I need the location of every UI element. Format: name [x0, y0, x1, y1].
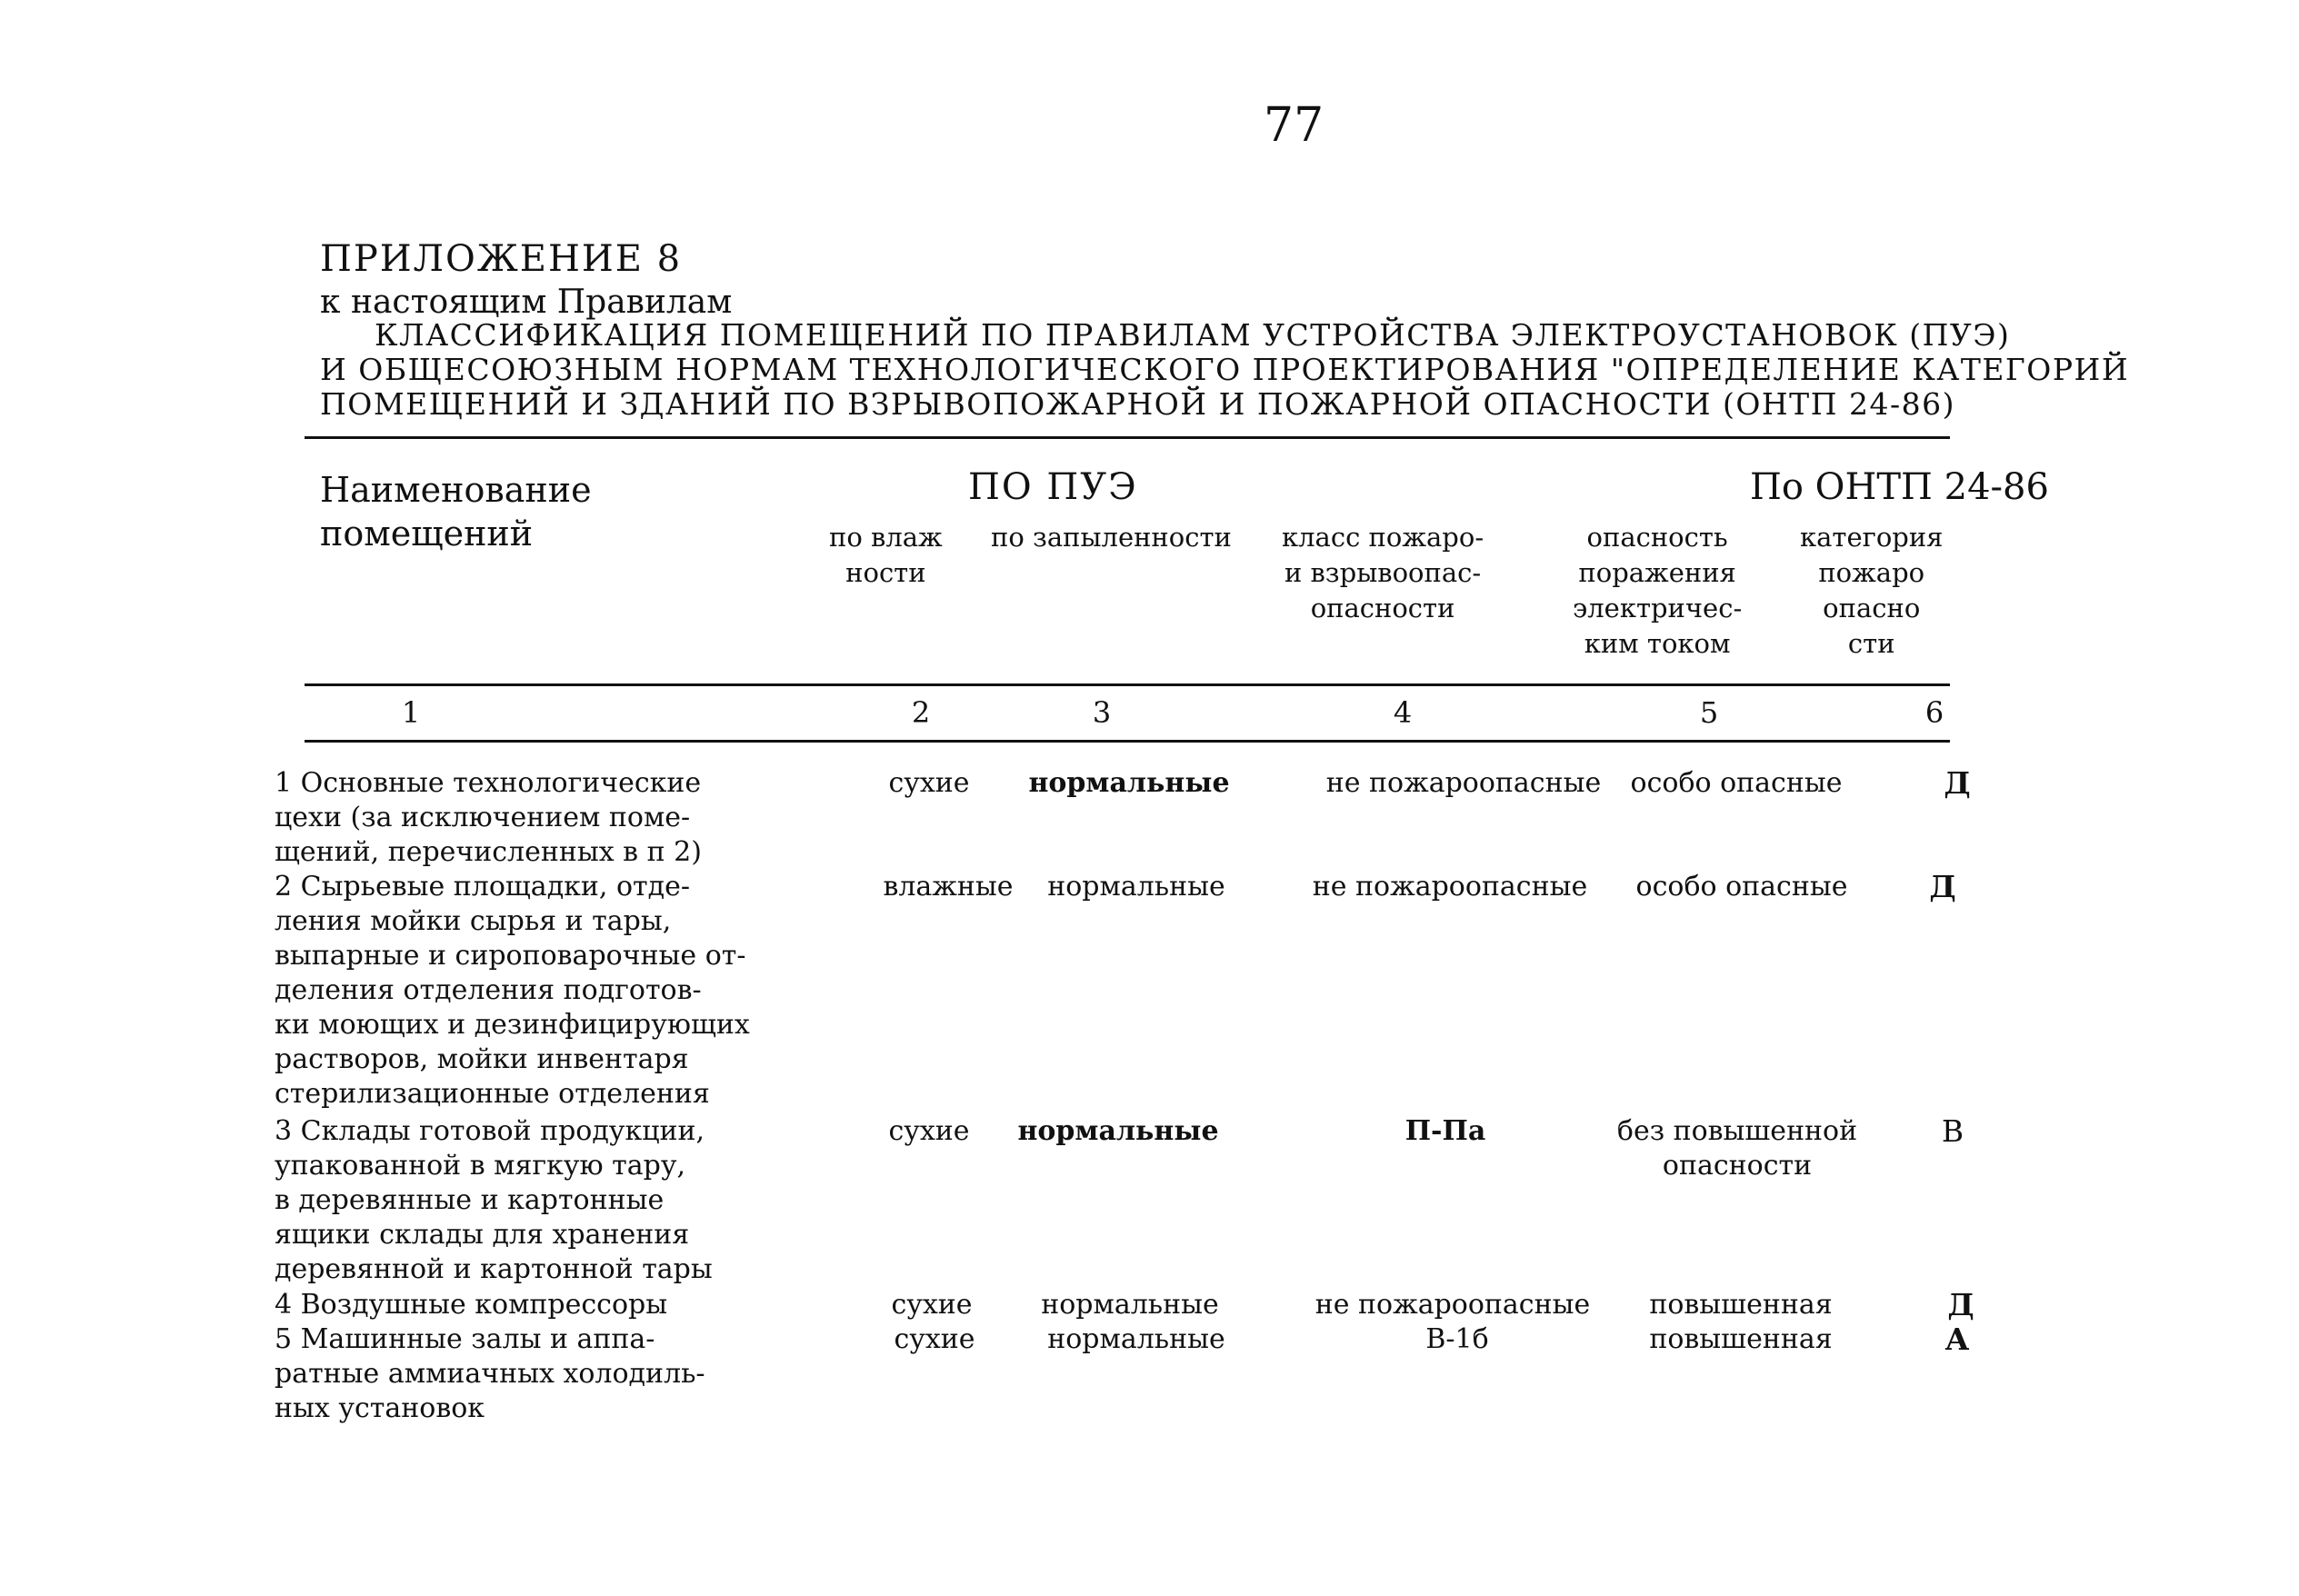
- page-number: 77: [1264, 98, 1324, 153]
- column-number: 2: [911, 695, 931, 730]
- room-name: 5 Машинные залы и аппа- ратные аммиачных холодиль- ных установок: [275, 1323, 705, 1424]
- room-name: 4 Воздушные компрессоры: [275, 1289, 668, 1321]
- header-ontp-group: По ОНТП 24-86: [1750, 466, 2049, 508]
- dust-value: нормальные: [1047, 1323, 1225, 1355]
- shock-value: без повышенной опасности: [1616, 1115, 1858, 1182]
- humidity-value: сухие: [891, 1289, 973, 1321]
- shock-value: повышенная: [1649, 1289, 1833, 1321]
- heading-line: КЛАССИФИКАЦИЯ ПОМЕЩЕНИЙ ПО ПРАВИЛАМ УСТРОЙСТВА ЭЛЕКТРОУСТАНОВОК (ПУЭ): [375, 317, 2011, 353]
- humidity-value: сухие: [894, 1323, 975, 1355]
- category-value: Д: [1929, 869, 1956, 904]
- dust-value: нормальные: [1028, 767, 1230, 799]
- header-fire-class: класс пожаро- и взрывоопас- опасности: [1282, 522, 1484, 623]
- table-top-rule: [305, 436, 1950, 439]
- header-bottom-rule: [305, 683, 1950, 686]
- dust-value: нормальные: [1017, 1115, 1219, 1147]
- category-value: Д: [1947, 1287, 1974, 1322]
- header-fire-category: категория пожаро опасно сти: [1800, 522, 1944, 659]
- fire-class-value: не пожароопасные: [1312, 871, 1588, 903]
- humidity-value: сухие: [888, 1115, 970, 1147]
- column-number: 6: [1924, 695, 1944, 730]
- humidity-value: влажные: [883, 871, 1014, 903]
- column-number: 1: [401, 695, 421, 730]
- appendix-subtitle: к настоящим Правилам: [320, 284, 733, 321]
- shock-value: особо опасные: [1630, 767, 1843, 799]
- shock-value: особо опасные: [1635, 871, 1848, 903]
- header-humidity: по влаж ности: [829, 522, 943, 588]
- heading-line: ПОМЕЩЕНИЙ И ЗДАНИЙ ПО ВЗРЫВОПОЖАРНОЙ И ПОЖАРНОЙ ОПАСНОСТИ (ОНТП 24-86): [320, 386, 1955, 422]
- fire-class-value: не пожароопасные: [1314, 1289, 1591, 1321]
- appendix-title: ПРИЛОЖЕНИЕ 8: [320, 238, 683, 280]
- shock-value: повышенная: [1649, 1323, 1833, 1355]
- room-name: 1 Основные технологические цехи (за исключением поме- щений, перечисленных в п 2): [275, 767, 702, 868]
- header-shock-danger: опасность поражения электричес- ким током: [1573, 522, 1743, 659]
- fire-class-value: В-1б: [1425, 1323, 1489, 1355]
- numbers-bottom-rule: [305, 740, 1950, 743]
- column-number: 3: [1092, 695, 1112, 730]
- heading-line: И ОБЩЕСОЮЗНЫМ НОРМАМ ТЕХНОЛОГИЧЕСКОГО ПРОЕКТИРОВАНИЯ "ОПРЕДЕЛЕНИЕ КАТЕГОРИЙ: [320, 352, 2130, 387]
- category-value: Д: [1944, 765, 1971, 801]
- header-dust: по запыленности: [991, 522, 1232, 553]
- header-pue-group: ПО ПУЭ: [968, 466, 1138, 508]
- dust-value: нормальные: [1041, 1289, 1219, 1321]
- document-heading: [320, 318, 2129, 422]
- header-room-name: Наименование помещений: [320, 470, 592, 554]
- humidity-value: сухие: [888, 767, 970, 799]
- category-value: В: [1941, 1113, 1964, 1149]
- column-number: 5: [1699, 695, 1719, 730]
- category-value: А: [1944, 1322, 1970, 1357]
- dust-value: нормальные: [1047, 871, 1225, 903]
- room-name: 2 Сырьевые площадки, отде- ления мойки сырья и тары, выпарные и сироповарочные от- деления отделения подготов- ки моющих и дезинфицирующих растворов, мойки инвентаря стерилизационные отделения: [275, 871, 750, 1110]
- fire-class-value: П-Па: [1404, 1115, 1486, 1147]
- column-number: 4: [1393, 695, 1413, 730]
- fire-class-value: не пожароопасные: [1325, 767, 1602, 799]
- room-name: 3 Склады готовой продукции, упакованной в мягкую тару, в деревянные и картонные ящики склады для хранения деревянной и картонной тары: [275, 1115, 713, 1285]
